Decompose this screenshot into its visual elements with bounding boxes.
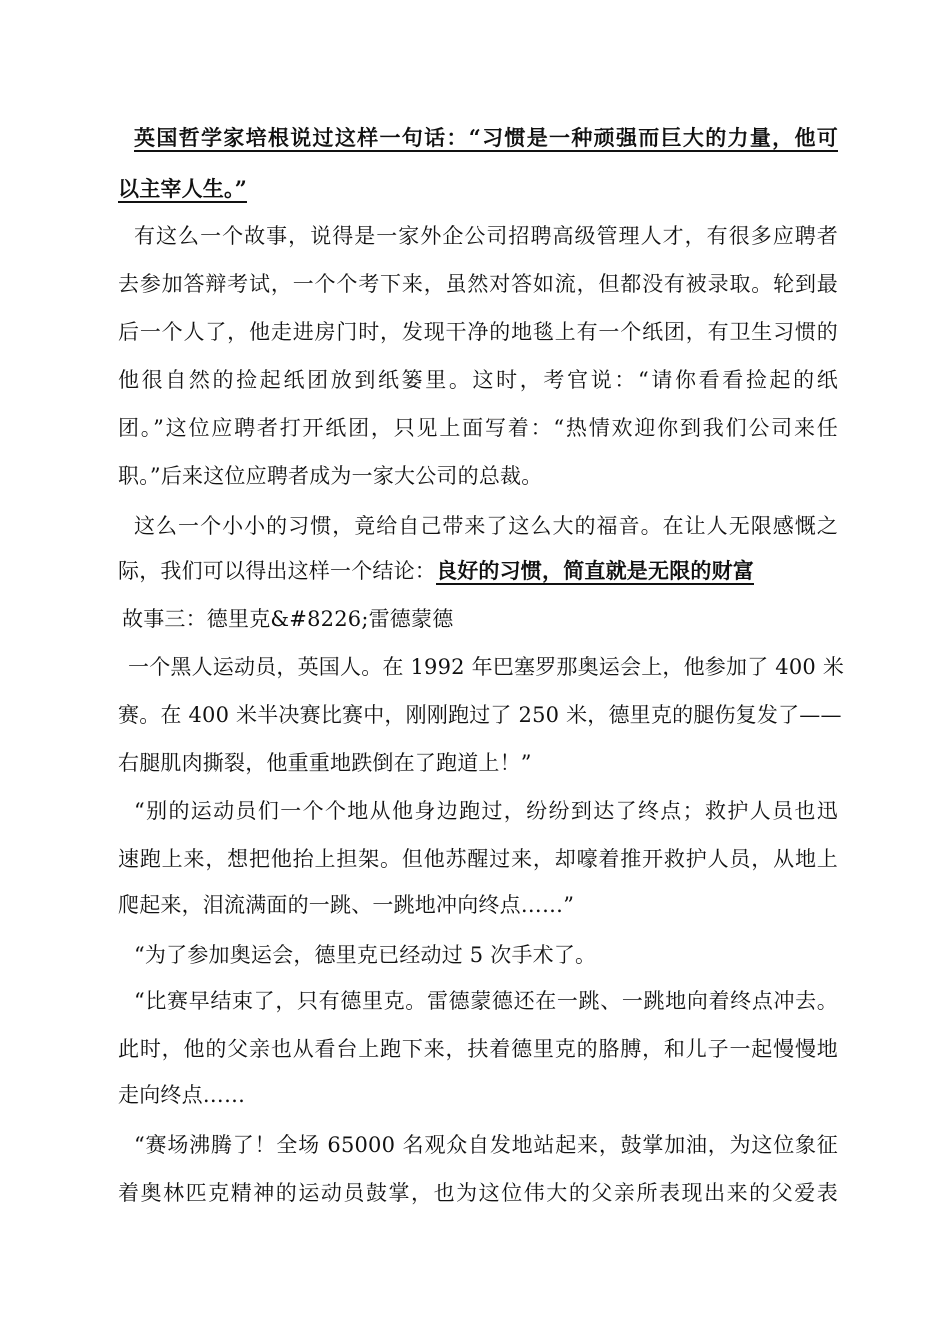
paragraph-line: “赛场沸腾了！全场 65000 名观众自发地站起来，鼓掌加油，为这位象征: [134, 1133, 838, 1157]
paragraph-line: 右腿肌肉撕裂，他重重地跌倒在了跑道上！”: [118, 751, 532, 775]
paragraph-line: 去参加答辩考试，一个个考下来，虽然对答如流，但都没有被录取。轮到最: [118, 272, 838, 296]
paragraph-line: 这么一个小小的习惯，竟给自己带来了这么大的福音。在让人无限感慨之: [134, 514, 838, 538]
paragraph-line: 有这么一个故事，说得是一家外企公司招聘高级管理人才，有很多应聘者: [134, 224, 838, 248]
paragraph-line: “比赛早结束了，只有德里克。雷德蒙德还在一跳、一跳地向着终点冲去。: [134, 989, 838, 1013]
paragraph-line: 一个黑人运动员，英国人。在 1992 年巴塞罗那奥运会上，他参加了 400 米: [128, 655, 845, 679]
quote-line-1: 英国哲学家培根说过这样一句话：“习惯是一种顽强而巨大的力量，他可: [134, 125, 838, 150]
paragraph-line: 职。”后来这位应聘者成为一家大公司的总裁。: [118, 464, 543, 488]
paragraph-line: 团。”这位应聘者打开纸团，只见上面写着：“热情欢迎你到我们公司来任: [118, 416, 838, 440]
conclusion-highlight: 良好的习惯，简直就是无限的财富: [436, 558, 754, 583]
paragraph-line: [118, 557, 754, 585]
paragraph-line: “别的运动员们一个个地从他身边跑过，纷纷到达了终点；救护人员也迅: [134, 799, 838, 823]
paragraph-line: 后一个人了，他走进房门时，发现干净的地毯上有一个纸团，有卫生习惯的: [118, 320, 838, 344]
paragraph-line: 此时，他的父亲也从看台上跑下来，扶着德里克的胳膊，和儿子一起慢慢地: [118, 1037, 838, 1061]
quote-line-2: 以主宰人生。”: [118, 176, 247, 201]
paragraph-line: 他很自然的捡起纸团放到纸篓里。这时，考官说：“请你看看捡起的纸: [118, 368, 838, 392]
story-heading: 故事三：德里克&#8226;雷德蒙德: [122, 607, 454, 631]
conclusion-lead: 际，我们可以得出这样一个结论：: [118, 559, 436, 583]
paragraph-line: 赛。在 400 米半决赛比赛中，刚刚跑过了 250 米，德里克的腿伤复发了——: [118, 703, 842, 727]
paragraph-line: 着奥林匹克精神的运动员鼓掌，也为这位伟大的父亲所表现出来的父爱表: [118, 1181, 838, 1205]
paragraph-line: 速跑上来，想把他抬上担架。但他苏醒过来，却嚎着推开救护人员，从地上: [118, 847, 838, 871]
paragraph-line: “为了参加奥运会，德里克已经动过 5 次手术了。: [134, 943, 597, 967]
paragraph-line: 走向终点……: [118, 1083, 246, 1107]
paragraph-line: 爬起来，泪流满面的一跳、一跳地冲向终点……”: [118, 893, 575, 917]
